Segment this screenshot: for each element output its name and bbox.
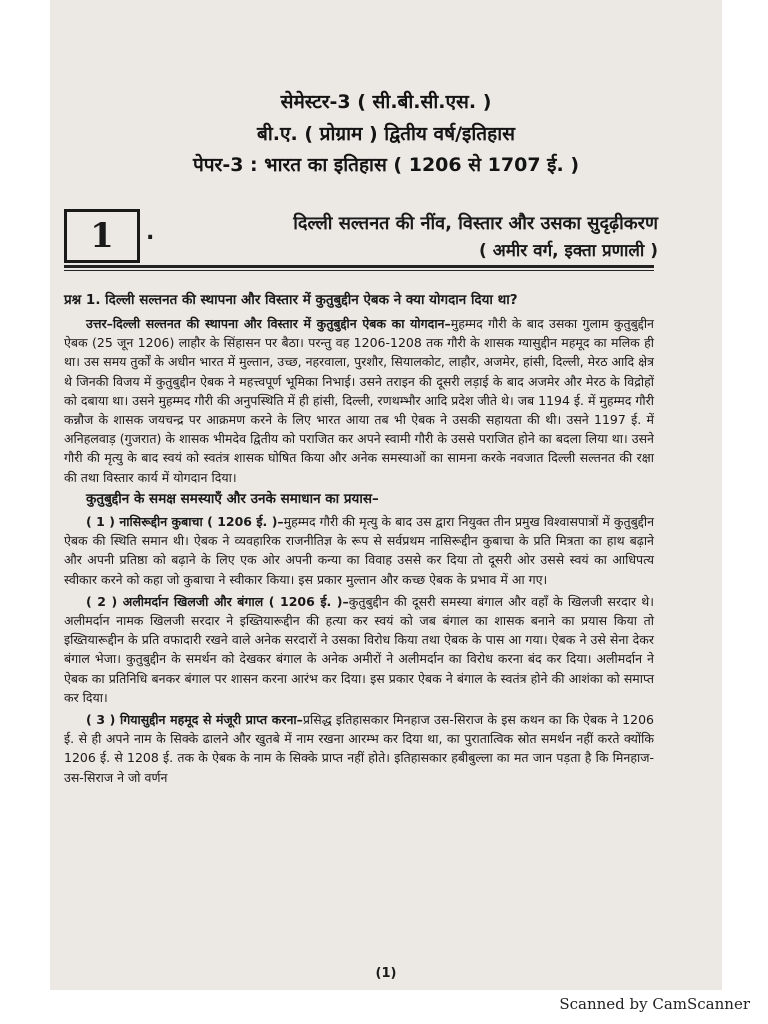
paper-heading: पेपर-3 : भारत का इतिहास ( 1206 से 1707 ई. ) [192, 154, 580, 176]
point-head: ( 1 ) नासिरूद्दीन कुबाचा ( 1206 ई. )– [86, 514, 284, 530]
scanner-watermark: Scanned by CamScanner [559, 995, 750, 1013]
answer-paragraph [64, 314, 654, 487]
chapter-title: दिल्ली सल्तनत की नींव, विस्तार और उसका सुदृढ़ीकरण [293, 213, 658, 234]
point-paragraph [64, 710, 654, 787]
chapter-dot: . [146, 220, 155, 245]
point-paragraph [64, 592, 654, 707]
scanned-page [50, 0, 722, 990]
chapter-number: 1 [64, 209, 140, 263]
point-paragraph [64, 512, 654, 589]
point-text: कुतुबुद्दीन की दूसरी समस्या बंगाल और वहाँ के खिलजी सरदार थे। अलीमर्दान नामक खिलजी सरदार ने इख्तियारूद्दीन की हत्या कर स्वयं को जब बंगाल का शासक बनाने का प्रयास किया तो इख्तियारूद्दीन के प्रति वफादारी रखने वाले अनेक सरदारों ने उसका विरोध किया तथा ऐबक के पास आ गया। ऐबक ने उसे सेना देकर बंगाल भेजा। कुतुबुद्दीन के समर्थन को देखकर बंगाल के अनेक अमीरों ने अलीमर्दान का विरोध करना बंद कर दिया। अलीमर्दान ने ऐबक का प्रतिनिधि बनकर बंगाल पर शासन करना आरंभ कर दिया। इस प्रकार ऐबक ने बंगाल के स्वतंत्र होने की आशंका को समाप्त कर दिया। [64, 593, 654, 705]
section-heading: कुतुबुद्दीन के समक्ष समस्याएँ और उनके समाधान का प्रयास– [86, 490, 379, 507]
chapter-subtitle: ( अमीर वर्ग, इक्ता प्रणाली ) [479, 241, 658, 261]
point-head: ( 3 ) गियासुद्दीन महमूद से मंजूरी प्राप्त करना– [86, 712, 303, 728]
divider-rule-thin [64, 270, 654, 271]
answer-lead: उत्तर–दिल्ली सल्तनत की स्थापना और विस्तार में कुतुबुद्दीन ऐबक का योगदान– [86, 316, 451, 331]
body-text [64, 290, 654, 790]
course-heading: बी.ए. ( प्रोग्राम ) द्वितीय वर्ष/इतिहास [257, 123, 515, 145]
answer-text: मुहम्मद गौरी के बाद उसका गुलाम कुतुबुद्दीन ऐबक (25 जून 1206) लाहौर के सिंहासन पर बैठा। परन्तु वह 1206-1208 तक गौरी के शासक ग्यासुद्दीन महमूद का मलिक ही था। उस समय तुर्कों के अधीन भारत में मुल्तान, उच्छ, नहरवाला, पुरशौर, सियालकोट, लाहौर, अजमेर, हांसी, दिल्ली, मेरठ आदि क्षेत्र थे जिनकी विजय में कुतुबुद्दीन ऐबक ने महत्त्वपूर्ण भूमिका निभाई। उसने तराइन की दूसरी लड़ाई के बाद अजमेर और मेरठ के विद्रोहों को दबाया था। उसने मुहम्मद गौरी की अनुपस्थिति में ही हांसी, दिल्ली, रणथम्भौर आदि प्रदेश जीते थे। जब 1194 ई. में मुहम्मद गौरी कन्नौज के शासक जयचन्द्र पर आक्रमण करने के लिए भारत आया तब भी ऐबक ने उसकी सहायता की थी। उसने 1197 ई. में अनिहलवाड़ (गुजरात) के शासक भीमदेव द्वितीय को पराजित कर अपने स्वामी गौरी के उससे पराजित होने का बदला लिया था। उसने गौरी की मृत्यु के बाद स्वयं को स्वतंत्र शासक घोषित किया और अनेक समस्याओं का सामना करके नवजात दिल्ली सल्तनत की रक्षा की तथा विस्तार कार्य में योगदान दिया। [64, 316, 654, 485]
divider-rule [64, 265, 654, 268]
point-text: मुहम्मद गौरी की मृत्यु के बाद उस द्वारा नियुक्त तीन प्रमुख विश्वासपात्रों में कुतुबुद्दीन ऐबक की स्थिति समान थी। ऐबक ने व्यवहारिक राजनीतिज्ञ के रूप से सर्वप्रथम नासिरूद्दीन कुबाचा के प्रति मित्रता का हाथ बढ़ाने और अपनी प्रतिष्ठा को बढ़ाने के लिए एक ओर अपनी कन्या का विवाह उससे कर दिया तो दूसरी ओर उससे स्वयं का आधिपत्य स्वीकार करने को कहा जो कुबाचा ने स्वीकार किया। इस प्रकार मुल्तान और कच्छ ऐबक के प्रभाव में आ गए। [64, 514, 655, 587]
question: प्रश्न 1. दिल्ली सल्तनत की स्थापना और विस्तार में कुतुबुद्दीन ऐबक ने क्या योगदान दिया था? [64, 292, 518, 308]
page-number: (1) [375, 966, 397, 981]
semester-heading: सेमेस्टर-3 ( सी.बी.सी.एस. ) [280, 91, 492, 113]
point-head: ( 2 ) अलीमर्दान खिलजी और बंगाल ( 1206 ई. )– [86, 593, 349, 609]
point-text: प्रसिद्ध इतिहासकार मिनहाज उस-सिराज के इस कथन का कि ऐबक ने 1206 ई. से ही अपने नाम के सिक्के ढालने और खुतबे में नाम रखना आरम्भ कर दिया था, का पुरातात्विक स्रोत समर्थन नहीं करते क्योंकि 1206 ई. से 1208 ई. तक के ऐबक के नाम के सिक्के प्राप्त नहीं होते। इतिहासकार हबीबुल्ला का मत जान पड़ता है कि मिनहाज-उस-सिराज ने जो वर्णन [64, 712, 654, 785]
